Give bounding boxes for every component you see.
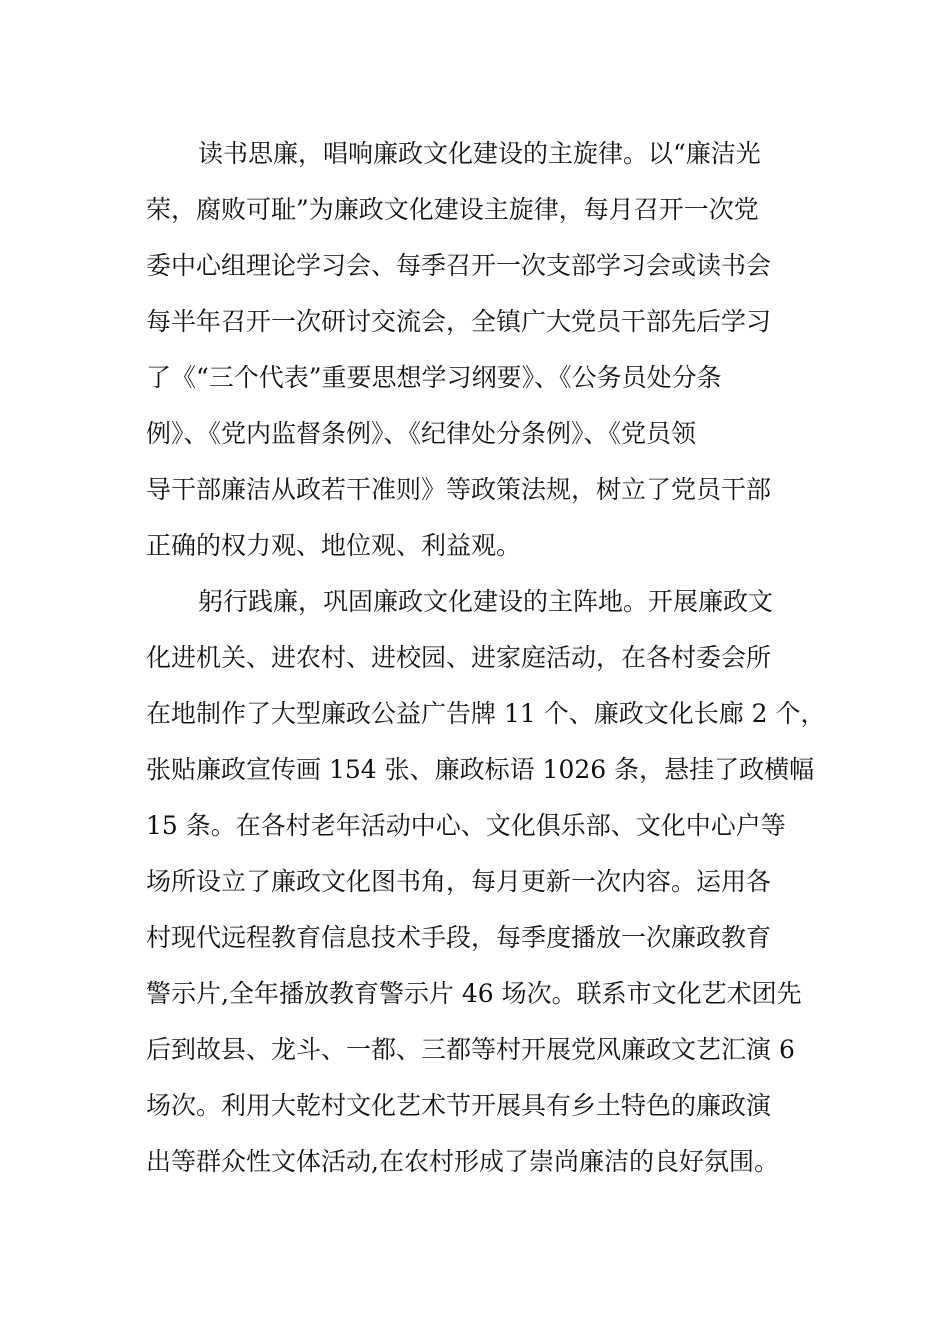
paragraph-line: 例》、《党内监督条例》、《纪律处分条例》、《党员领 [146,419,697,448]
paragraph-line: 场所设立了廉政文化图书角，每月更新一次内容。运用各 [146,867,772,896]
paragraph-line: 读书思廉，唱响廉政文化建设的主旋律。以“廉洁光 [198,139,761,168]
paragraph-line: 警示片,全年播放教育警示片 46 场次。联系市文化艺术团先 [146,979,802,1008]
paragraph-line: 张贴廉政宣传画 154 张、廉政标语 1026 条，悬挂了政横幅 [146,755,815,784]
paragraph-line: 后到故县、龙斗、一都、三都等村开展党风廉政文艺汇演 6 [146,1035,795,1064]
paragraph-line: 躬行践廉，巩固廉政文化建设的主阵地。开展廉政文 [198,587,774,616]
paragraph-line: 每半年召开一次研讨交流会，全镇广大党员干部先后学习 [146,307,772,336]
paragraph-line: 在地制作了大型廉政公益广告牌 11 个、廉政文化长廊 2 个， [146,699,826,728]
paragraph-line: 委中心组理论学习会、每季召开一次支部学习会或读书会 [146,251,772,280]
paragraph-line: 出等群众性文体活动,在农村形成了崇尚廉洁的良好氛围。 [146,1147,779,1176]
paragraph-line: 村现代远程教育信息技术手段，每季度播放一次廉政教育 [146,923,772,952]
paragraph-line: 导干部廉洁从政若干准则》等政策法规，树立了党员干部 [146,475,772,504]
paragraph-line: 荣，腐败可耻”为廉政文化建设主旋律，每月召开一次党 [146,195,759,224]
paragraph-line: 正确的权力观、地位观、利益观。 [146,531,522,560]
paragraph-line: 场次。利用大乾村文化艺术节开展具有乡土特色的廉政演 [146,1091,772,1120]
paragraph-line: 了《“三个代表”重要思想学习纲要》、《公务员处分条 [146,363,722,392]
paragraph-line: 15 条。在各村老年活动中心、文化俱乐部、文化中心户等 [146,811,786,840]
paragraph-line: 化进机关、进农村、进校园、进家庭活动，在各村委会所 [146,643,772,672]
